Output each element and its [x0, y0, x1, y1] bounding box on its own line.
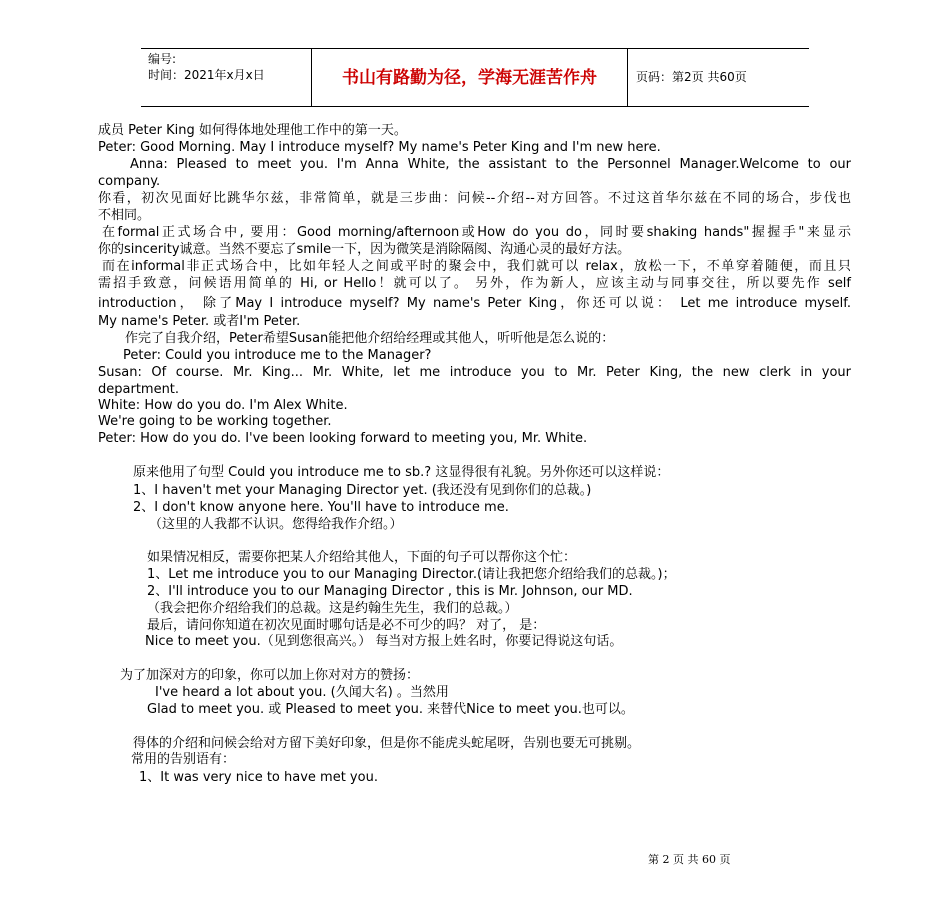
- body-line: 而在informal非正式场合中，比如年轻人之间或平时的聚会中，我们就可以 relax，放松一下，不单穿着随便，而且只: [102, 259, 851, 274]
- body-line: company.: [98, 174, 161, 189]
- body-line: 成员 Peter King 如何得体地处理他工作中的第一天。: [98, 123, 407, 138]
- body-line: 你的sincerity诚意。当然不要忘了smile一下，因为微笑是消除隔阂、沟通心灵的最好方法。: [98, 242, 631, 257]
- body-line: 常用的告别语有：: [131, 752, 236, 767]
- body-line: 1、It was very nice to have met you.: [139, 770, 378, 785]
- body-line: 2、I'll introduce you to our Managing Director , this is Mr. Johnson, our MD.: [147, 584, 633, 599]
- body-line: 你看，初次见面好比跳华尔兹，非常简单，就是三步曲：问候--介绍--对方回答。不过这首华尔兹在不同的场合，步伐也: [98, 191, 851, 206]
- body-line: 为了加深对方的印象，你可以加上你对对方的赞扬：: [120, 668, 420, 683]
- body-line: 需招手致意，问候语用简单的 Hi, or Hello！就可以了。 另外，作为新人，应该主动与同事交往，所以要先作 self: [98, 276, 851, 291]
- body-line: 最后，请问你知道在初次见面时哪句话是必不可少的吗？ 对了， 是：: [147, 618, 546, 633]
- body-line: 2、I don't know anyone here. You'll have to introduce me.: [133, 500, 509, 515]
- body-line: My name's Peter. 或者I'm Peter.: [98, 314, 301, 329]
- body-line: 得体的介绍和问候会给对方留下美好印象，但是你不能虎头蛇尾呀，告别也要无可挑剔。: [133, 736, 641, 751]
- header-meta-cell: [141, 49, 312, 106]
- body-line: Peter: How do you do. I've been looking forward to meeting you, Mr. White.: [98, 431, 588, 446]
- body-line: 1、I haven't met your Managing Director yet. (我还没有见到你们的总裁。): [133, 483, 592, 498]
- body-line: White: How do you do. I'm Alex White.: [98, 398, 348, 413]
- doc-number-label: 编号:: [148, 52, 177, 66]
- header-page-info: 页码：第2页 共60页: [636, 70, 747, 84]
- page-header-table: [141, 48, 809, 107]
- body-line: Glad to meet you. 或 Pleased to meet you. 来替代Nice to meet you.也可以。: [147, 702, 634, 717]
- body-line: Peter: Good Morning. May I introduce myself? My name's Peter King and I'm new here.: [98, 140, 661, 155]
- header-page-cell: [628, 49, 809, 106]
- body-line: （我会把你介绍给我们的总裁。这是约翰生先生，我们的总裁。）: [147, 601, 518, 616]
- page-footer: 第 2 页 共 60 页: [648, 853, 731, 866]
- body-line: We're going to be working together.: [98, 414, 332, 429]
- body-line: I've heard a lot about you. (久闻大名) 。当然用: [155, 685, 449, 700]
- body-line: Anna: Pleased to meet you. I'm Anna White, the assistant to the Personnel Manager.Welcome to our: [130, 157, 851, 172]
- body-line: 作完了自我介绍，Peter希望Susan能把他介绍给经理或其他人，听听他是怎么说的：: [125, 331, 615, 346]
- body-line: （这里的人我都不认识。您得给我作介绍。）: [149, 517, 403, 532]
- body-line: 不相同。: [98, 208, 151, 223]
- body-line: 在formal正式场合中, 要用：Good morning/afternoon或How do you do，同时要shaking hands"握握手"来显示: [102, 225, 851, 240]
- body-line: 如果情况相反，需要你把某人介绍给其他人，下面的句子可以帮你这个忙：: [147, 550, 577, 565]
- header-motto-cell: [312, 49, 628, 106]
- body-line: Nice to meet you.（见到您很高兴。） 每当对方报上姓名时，你要记得说这句话。: [145, 634, 623, 649]
- doc-time-label: 时间：2021年x月x日: [148, 68, 265, 82]
- body-line: Susan: Of course. Mr. King... Mr. White, let me introduce you to Mr. Peter King, the new clerk in your: [98, 365, 851, 380]
- body-line: 1、Let me introduce you to our Managing Director.(请让我把您介绍给我们的总裁。)；: [147, 567, 676, 582]
- body-line: department.: [98, 382, 180, 397]
- body-line: Peter: Could you introduce me to the Manager?: [123, 348, 432, 363]
- body-line: introduction， 除了May I introduce myself? My name's Peter King，你还可以说： Let me introduce myself.: [98, 296, 851, 311]
- header-motto: 书山有路勤为径，学海无涯苦作舟: [342, 68, 597, 88]
- body-line: 原来他用了句型 Could you introduce me to sb.? 这显得很有礼貌。另外你还可以这样说：: [133, 465, 670, 480]
